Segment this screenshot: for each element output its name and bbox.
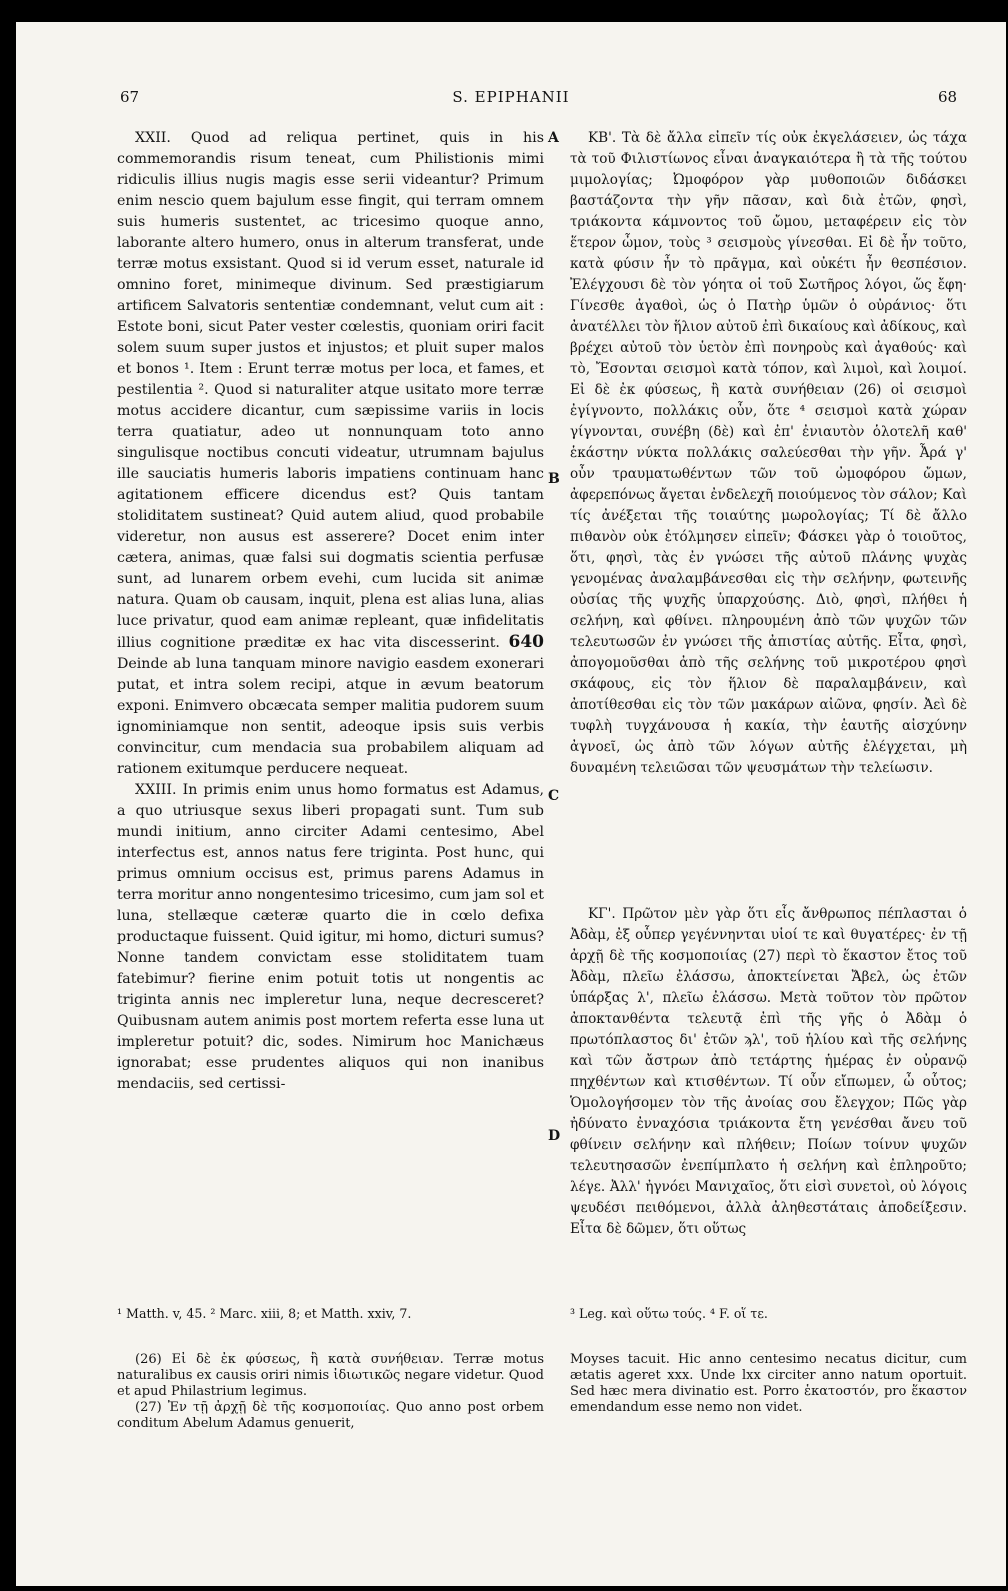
running-title: S. EPIPHANII: [452, 88, 570, 106]
latin-paragraph-xxiii: XXIII. In primis enim unus homo formatus est Adamus, a quo utriusque sexus liberi propagati sunt. Tum sub mundi initium, anno circiter Adami centesimo, Abel interfectus est, annos natus fere triginta. Post hunc, qui primus omnium occisus est, primus parens Adamus in terra moritur anno nongentesimo tricesimo, cum jam sol et luna, stellæque cæteræ quarto die in cœlo defixa productaque fuissent. Quid igitur, mi homo, dicturi sumus? Nonne tandem convictam esse stoliditatem tuam fatebimur? fierine enim potuit totis ut nongentis ac triginta annis nec impleretur luna, neque decresceret? Quibusnam autem animis post mortem referta esse luna ut impleretur potuit? dic, sodes. Nimirum hoc Manichæus ignorabat; esse prudentes aliquos qui non inanibus mendaciis, sed certissi-: [117, 782, 544, 1092]
margin-letter-b: B: [548, 471, 560, 487]
latin-paragraph-xxii: [117, 128, 544, 780]
margin-letter-a: A: [548, 130, 559, 146]
greek-paragraph-kb: ΚΒ'. Τὰ δὲ ἄλλα εἰπεῖν τίς οὐκ ἐκγελάσειεν, ὡς τάχα τὰ τοῦ Φιλιστίωνος εἶναι ἀναγκαιότερα ἢ τὰ τῆς τούτου μιμολογίας; Ὠμοφόρον γὰρ μυθοποιῶν διδάσκει βαστάζοντα τὴν γῆν πᾶσαν, καὶ διὰ ἐτῶν, φησὶ, τριάκοντα κάμνοντος τοῦ ὤμου, μεταφέρειν εἰς τὸν ἕτερον ὦμον, τοὺς ³ σεισμοὺς γίνεσθαι. Εἰ δὲ ἦν τοῦτο, κατὰ φύσιν ἦν τὸ πρᾶγμα, καὶ οὐκέτι ἦν θεσπέσιον. Ἐλέγχουσι δὲ τὸν γόητα οἱ τοῦ Σωτῆρος λόγοι, ὥς ἔφη· Γίνεσθε ἀγαθοὶ, ὡς ὁ Πατὴρ ὑμῶν ὁ οὐράνιος· ὅτι ἀνατέλλει τὸν ἥλιον αὐτοῦ ἐπὶ δικαίους καὶ ἀδίκους, καὶ βρέχει αὐτοῦ τὸν ὑετὸν ἐπὶ πονηροὺς καὶ ἀγαθούς· καὶ τὸ, Ἔσονται σεισμοὶ κατὰ τόπον, καὶ λιμοὶ, καὶ λοιμοί. Εἰ δὲ ἐκ φύσεως, ἢ κατὰ συνήθειαν (26) οἱ σεισμοὶ ἐγίγνοντο, πολλάκις οὖν, ὅτε ⁴ σεισμοὶ κατὰ χώραν γίγνονται, συνέβη (δὲ) καὶ ἐπ' ἐνιαυτὸν ὁλοτελῆ καθ' ἑκάστην νύκτα πολλάκις σαλεύεσθαι τὴν γῆν. Ἆρά γ' οὖν τραυματωθέντων τῶν τοῦ ὠμοφόρου ὤμων, ἀφερεπόνως ἄγεται ἐνδελεχῆ ποιούμενος τὸν σάλον; Καὶ τίς ἀνέξεται τῆς τοιαύτης μωρολογίας; Τί δὲ ἄλλο πιθανὸν οὐκ ἐτόλμησεν εἰπεῖν; Φάσκει γὰρ ὁ τοιοῦτος, ὅτι, φησὶ, τὰς ἐν γνώσει τῆς αὐτοῦ πλάνης ψυχὰς γενομένας ἀναλαμβάνεσθαι εἰς τὴν σελήνην, φωτεινῆς οὐσίας τῆς ψυχῆς ὑπαρχούσης. Διὸ, φησὶ, πλήθει ἡ σελήνη, καὶ φθίνει. πληρουμένη ἀπὸ τῶν ψυχῶν τῶν τελευτωσῶν ἐν γνώσει τῆς ἀπιστίας αὐτῆς. Εἶτα, φησὶ, ἀπογομοῦσθαι ἀπὸ τῆς σελήνης τοῦ μικροτέρου φησὶ σκάφους, εἰς τὸν ἥλιον δὲ παραλαμβάνειν, καὶ ἀποτίθεσθαι εἰς τὸν τῶν μακάρων αἰῶνα, φησίν. Ἀεὶ δὲ τυφλὴ τυγχάνουσα ἡ κακία, τὴν ἑαυτῆς αἰσχύνην ἀγνοεῖ, ὡς ἀπὸ τῶν λόγων αὐτῆς ἐλέγχεται, μὴ δυναμένη τελειῶσαι τῶν ψευσμάτων τὴν τελείωσιν.: [570, 130, 967, 776]
note-26: (26) Εἰ δὲ ἐκ φύσεως, ἢ κατὰ συνήθειαν. Terræ motus naturalibus ex causis oriri nimis ἰδιωτικῶς negare videtur. Quod et apud Philastrium legimus.: [117, 1352, 544, 1399]
margin-letter-d: D: [548, 1128, 561, 1144]
footnote-left: ¹ Matth. v, 45. ² Marc. xiii, 8; et Matth. xxiv, 7.: [117, 1306, 412, 1321]
page-number-left: 67: [120, 88, 140, 106]
note-27-continued: Moyses tacuit. Hic anno centesimo necatus dicitur, cum ætatis ageret xxx. Unde lxx circiter anno natum oportuit. Sed hæc mera divinatio est. Porro ἑκατοστόν, pro ἕκαστον emendandum esse nemo non videt.: [570, 1352, 967, 1415]
book-page: [16, 22, 1006, 1586]
latin-xxii-text: XXII. Quod ad reliqua pertinet, quis in his commemorandis risum teneat, cum Philistionis mimi ridiculis illius nugis magis esse serii videantur? Primum enim nescio quem bajulum esse fingit, qui terram omnem suis humeris sustentet, ac tricesimo quoque anno, laborante altero humero, onus in alterum transferat, unde terræ motus exsistant. Quod si id verum esset, naturale id omnino foret, minimeque divinum. Sed præstigiarum artificem Salvatoris sententiæ condemnant, velut cum ait : Estote boni, sicut Pater vester cœlestis, quoniam oriri facit solem suum super justos et injustos; et pluit super malos et bonos ¹. Item : Erunt terræ motus per loca, et fames, et pestilentia ². Quod si naturaliter atque usitato more terræ motus accidere dicantur, cum sæpissime variis in locis terra quatiatur, adeo ut nonnunquam toto anno singulisque noctibus concuti videatur, utrumnam bajulus ille sauciatis humeris laboris impatiens continuam hanc agitationem efficere dicendus est? Quis tantam stoliditatem sustineat? Quid autem aliud, quod probabile videretur, non ausus est asserere? Docet enim inter cætera, animas, quæ falsi sui dogmatis scientia perfusæ sunt, ad lunarem orbem evehi, cum lucida sit animæ natura. Quam ob causam, inquit, plena est alias luna, alias luce privatur, quod eam animæ repleant, quæ infidelitatis illius cognitione præditæ ex hac vita discesserint.: [117, 130, 544, 651]
greek-column-upper: [570, 128, 967, 779]
notes-left: [117, 1352, 544, 1432]
notes-right: [570, 1352, 967, 1416]
greek-paragraph-kg: ΚΓ'. Πρῶτον μὲν γὰρ ὅτι εἷς ἄνθρωπος πέπλασται ὁ Ἀδὰμ, ἐξ οὗπερ γεγέννηνται υἱοί τε καὶ θυγατέρες· ἐν τῇ ἀρχῇ δὲ τῆς κοσμοποιίας (27) περὶ τὸ ἕκαστον ἔτος τοῦ Ἀδὰμ, πλεῖω ἐλάσσω, ἀποκτείνεται Ἄβελ, ὡς ἐτῶν ὑπάρξας λ', πλεῖω ἐλάσσω. Μετὰ τοῦτον τὸν πρῶτον ἀποκτανθέντα τελευτᾷ ἐπὶ τῆς γῆς ὁ Ἀδὰμ ὁ πρωτόπλαστος δι' ἐτῶν ϡλ', τοῦ ἡλίου καὶ τῆς σελήνης καὶ τῶν ἄστρων ἀπὸ τετάρτης ἡμέρας ἐν οὐρανῷ πηχθέντων καὶ κτισθέντων. Τί οὖν εἴπωμεν, ὦ οὗτος; Ὁμολογήσομεν τὸν τῆς ἀνοίας σου ἔλεγχον; Πῶς γὰρ ἠδύνατο ἐνναχόσια τριάκοντα ἔτη γενέσθαι ἄνευ τοῦ φθίνειν σελήνην καὶ πλήθειν; Ποίων τοίνυν ψυχῶν τελευτησασῶν ἐνεπίμπλατο ἡ σελήνη καὶ ἐπληροῦτο; λέγε. Ἀλλ' ἠγνόει Μανιχαῖος, ὅτι εἰσὶ συνετοὶ, οὐ λόγοις ψευδέσι πειθόμενοι, ἀλλὰ ἀληθεστάταις ἀποδείξεσιν. Εἶτα δὲ δῶμεν, ὅτι οὕτως: [570, 906, 967, 1237]
page-number-right: 68: [938, 88, 958, 106]
latin-xxii-text-continued: Deinde ab luna tanquam minore navigio easdem exonerari putat, et intra solem recipi, atque in ævum beatorum exponi. Enimvero obcæcata semper malitia pudorem suum ignominiamque non sentit, adeoque ipsis suis verbis convincitur, cum mendacia sua probabilem aliquam ad rationem exitumque perducere nequeat.: [117, 656, 544, 777]
greek-column-lower: [570, 904, 967, 1240]
page-header: [16, 88, 1006, 110]
latin-column: [117, 128, 544, 1095]
margin-letter-c: C: [548, 788, 560, 804]
column-number-marker: 640: [508, 632, 544, 652]
footnote-right: ³ Leg. καὶ οὕτω τούς. ⁴ F. οἵ τε.: [570, 1306, 768, 1321]
note-27: (27) Ἐν τῇ ἀρχῇ δὲ τῆς κοσμοποιίας. Quo anno post orbem conditum Abelum Adamus genuerit,: [117, 1400, 544, 1431]
